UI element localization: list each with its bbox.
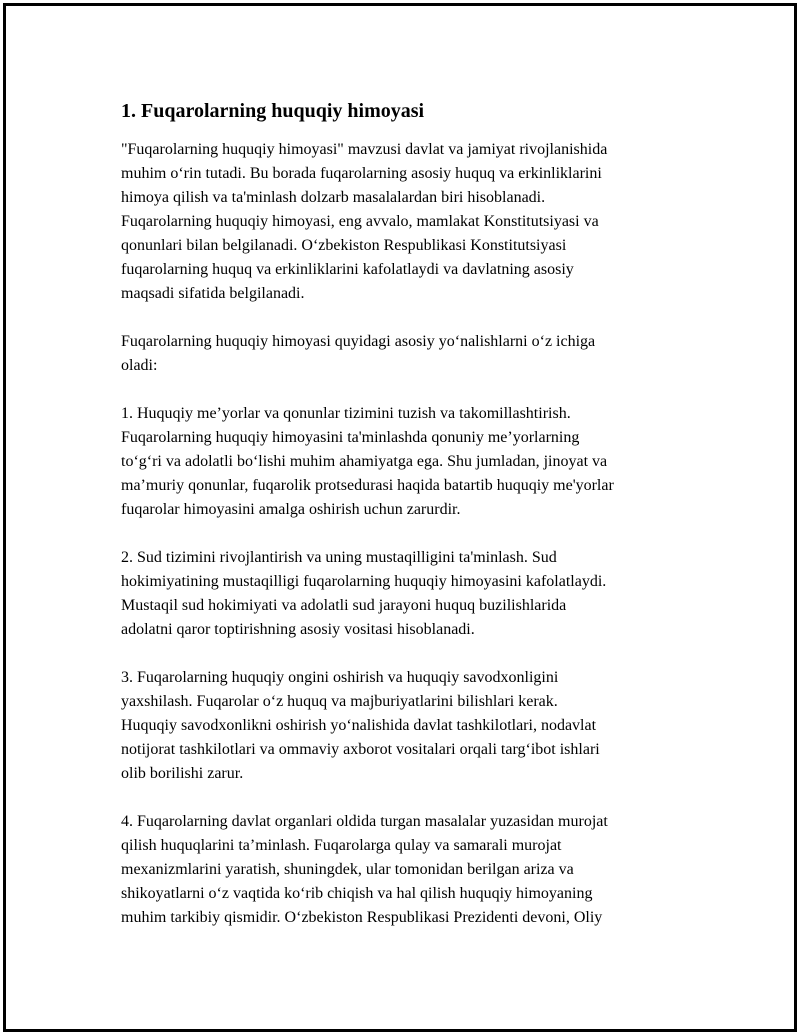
text-line: fuqarolarning huquq va erkinliklarini kafolatlaydi va davlatning asosiy — [121, 261, 574, 278]
text-line: maqsadi sifatida belgilanadi. — [121, 285, 305, 302]
text-line: Fuqarolarning huquqiy himoyasi, eng avvalo, mamlakat Konstitutsiyasi va — [121, 213, 599, 230]
paragraph-list — [121, 138, 696, 930]
text-line: muhim oʻrin tutadi. Bu borada fuqarolarning asosiy huquq va erkinliklarini — [121, 165, 602, 182]
paragraph — [121, 546, 696, 642]
text-line: 1. Huquqiy meʼyorlar va qonunlar tizimini tuzish va takomillashtirish. — [121, 405, 571, 422]
text-line: qonunlari bilan belgilanadi. Oʻzbekiston Respublikasi Konstitutsiyasi — [121, 237, 567, 254]
text-line: Mustaqil sud hokimiyati va adolatli sud jarayoni huquq buzilishlarida — [121, 597, 567, 614]
text-line: maʼmuriy qonunlar, fuqarolik protsedurasi haqida batartib huquqiy me'yorlar — [121, 477, 614, 494]
document-page — [3, 3, 797, 1032]
text-line: adolatni qaror toptirishning asosiy vositasi hisoblanadi. — [121, 621, 475, 638]
text-line: Huquqiy savodxonlikni oshirish yoʻnalishida davlat tashkilotlari, nodavlat — [121, 717, 597, 734]
text-line: notijorat tashkilotlari va ommaviy axborot vositalari orqali targʻibot ishlari — [121, 741, 600, 758]
text-line: yaxshilash. Fuqarolar oʻz huquq va majburiyatlarini bilishlari kerak. — [121, 693, 558, 710]
paragraph — [121, 330, 696, 378]
text-line: 2. Sud tizimini rivojlantirish va uning mustaqilligini ta'minlash. Sud — [121, 549, 557, 566]
paragraph — [121, 402, 696, 522]
text-line: 3. Fuqarolarning huquqiy ongini oshirish va huquqiy savodxonligini — [121, 669, 559, 686]
paragraph — [121, 138, 696, 306]
text-line: shikoyatlarni oʻz vaqtida koʻrib chiqish va hal qilish huquqiy himoyaning — [121, 885, 593, 902]
text-line: olib borilishi zarur. — [121, 765, 244, 782]
text-line: toʻgʻri va adolatli boʻlishi muhim ahamiyatga ega. Shu jumladan, jinoyat va — [121, 453, 608, 470]
paragraph — [121, 810, 696, 930]
text-line: Fuqarolarning huquqiy himoyasini ta'minlashda qonuniy meʼyorlarning — [121, 429, 580, 446]
text-line: "Fuqarolarning huquqiy himoyasi" mavzusi davlat va jamiyat rivojlanishida — [121, 141, 608, 158]
text-line: himoya qilish va ta'minlash dolzarb masalalardan biri hisoblanadi. — [121, 189, 546, 206]
text-line: hokimiyatining mustaqilligi fuqarolarning huquqiy himoyasini kafolatlaydi. — [121, 573, 607, 590]
text-line: qilish huquqlarini taʼminlash. Fuqarolarga qulay va samarali murojat — [121, 837, 562, 854]
text-line: oladi: — [121, 357, 158, 374]
section-title: 1. Fuqarolarning huquqiy himoyasi — [121, 100, 425, 122]
text-line: 4. Fuqarolarning davlat organlari oldida turgan masalalar yuzasidan murojat — [121, 813, 608, 830]
text-line: muhim tarkibiy qismidir. Oʻzbekiston Respublikasi Prezidenti devoni, Oliy — [121, 909, 603, 926]
document-body — [121, 98, 696, 954]
paragraph — [121, 666, 696, 786]
text-line: Fuqarolarning huquqiy himoyasi quyidagi asosiy yoʻnalishlarni oʻz ichiga — [121, 333, 596, 350]
text-line: mexanizmlarini yaratish, shuningdek, ular tomonidan berilgan ariza va — [121, 861, 574, 878]
text-line: fuqarolar himoyasini amalga oshirish uchun zarurdir. — [121, 501, 461, 518]
